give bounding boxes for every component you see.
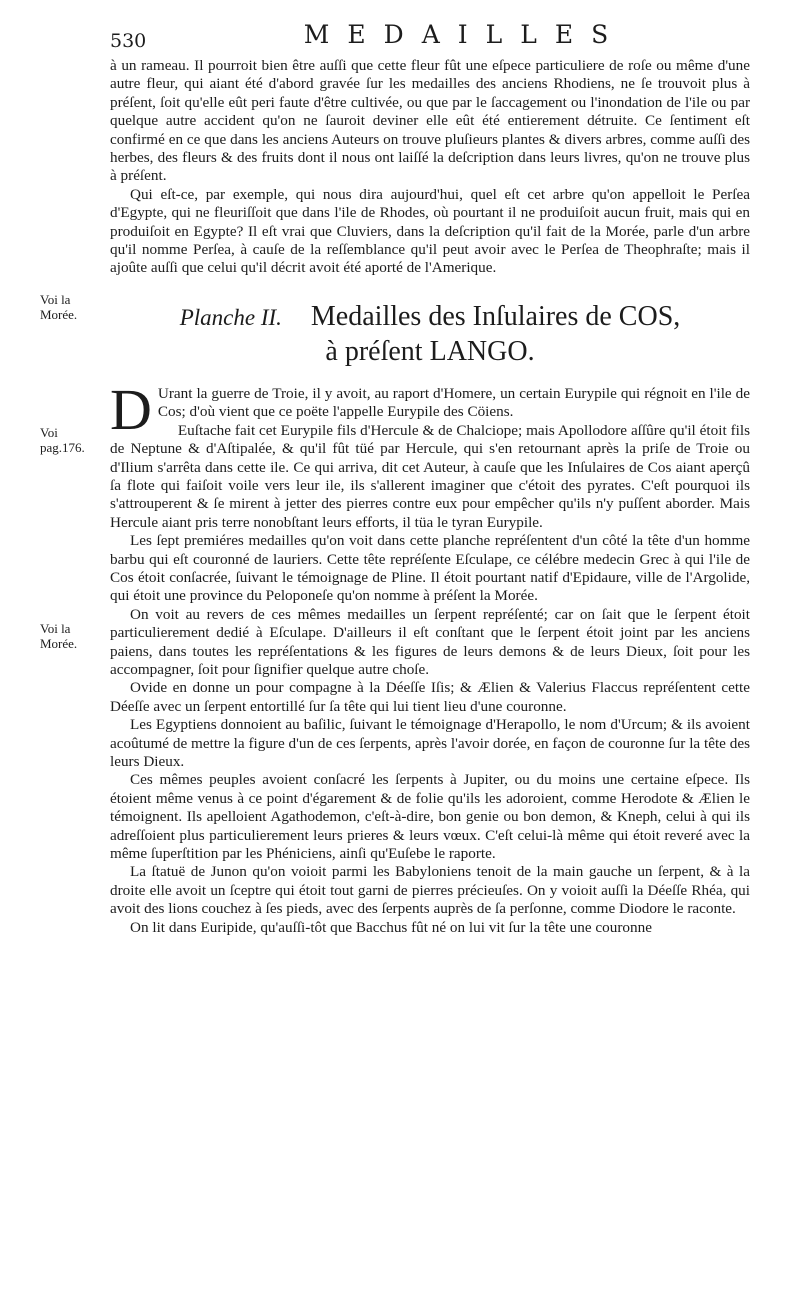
section-title-line2: à préſent LANGO. xyxy=(325,335,535,367)
section-heading xyxy=(110,300,750,369)
plate-label: Planche II. xyxy=(179,304,282,330)
paragraph: à un rameau. Il pourroit bien être auſſi que cette fleur fût une eſpece particuliere de roſe ou même d'une autre fleur, qui aiant été d'abord gravée ſur les medailles des anciens Rhodiens, ne ſe trouvoit plus à préſent, ſoit qu'elle eût peri faute d'être cultivée, ou que par le ſaccagement ou l'inondation de l'ile ou par quelque autre accident qu'on ne ſauroit deviner elle eût été entierement détruite. Ce ſentiment eſt confirmé en ce que dans les anciens Auteurs on trouve pluſieurs plantes & divers arbres, comme auſſi des herbes, des fleurs & des fruits dont il nous ont laiſſé la deſcription dans leurs livres, qu'on ne trouve plus à préſent. xyxy=(110,57,750,185)
section-title-line1: Medailles des Inſulaires de COS, xyxy=(310,300,681,332)
page-header xyxy=(110,20,750,54)
paragraph: Ovide en donne un pour compagne à la Déeſſe Iſis; & Ælien & Valerius Flaccus repréſentent cette Déeſſe avec un ſerpent entortillé ſur ſa tête qui lui tient lieu d'une couronne. xyxy=(110,679,750,715)
paragraph: La ſtatuë de Junon qu'on voioit parmi les Babyloniens tenoit de la main gauche un ſerpent, & à la droite elle avoit un ſceptre qui étoit tout garni de pierres précieuſes. On y voioit auſſi la Déeſſe Rhéa, qui avoit des lions couchez à ſes pieds, avec des ſerpents auprès de ſa perſonne, comme Diodore le raconte. xyxy=(110,863,750,918)
margin-note-1: Voi la Morée. xyxy=(40,292,78,322)
margin-note-2: Voi pag.176. xyxy=(40,425,85,455)
paragraph: Qui eſt-ce, par exemple, qui nous dira aujourd'hui, quel eſt cet arbre qu'on appelloit le Perſea d'Egypte, qui ne fleuriſſoit que dans l'ile de Rhodes, où pourtant il ne produiſoit aucun fruit, mais qui en produiſoit en Egypte? Il eſt vrai que Cluviers, dans la deſcription qu'il fait de la Morée, parle d'un arbre qu'il nomme Perſea, à cauſe de la reſſemblance qu'il peut avoir avec le Perſea de Theophraſte; mais il ajoûte auſſi que celui qu'il décrit avoit été aporté de l'Amerique. xyxy=(110,185,750,277)
first-section-paragraph: D Urant la guerre de Troie, il y avoit, au raport d'Homere, un certain Eurypile qui régnoit en l'ile de Cos; d'où vient que ce poëte l'appelle Eurypile des Cöiens. xyxy=(110,376,750,442)
paragraph: On lit dans Euripide, qu'auſſi-tôt que Bacchus fût né on lui vit ſur la tête une couronne xyxy=(130,918,652,936)
running-head: MEDAILLES xyxy=(303,20,627,49)
page-number: 530 xyxy=(110,30,147,52)
body-text xyxy=(110,57,750,937)
drop-cap: D xyxy=(110,376,152,442)
paragraph: Ces mêmes peuples avoient conſacré les ſerpents à Jupiter, ou du moins une certaine eſpece. Ils étoient même venus à ce point d'égarement & de folie qu'ils les adoroient, comme Herodote & Ælien le témoignent. Ils apelloient Agathodemon, c'eſt-à-dire, bon genie ou bon demon, & Kneph, celui à qui ils adreſſoient plus particulierement leurs prieres & leurs vœux. C'eſt celui-là même qui étoit reveré avec la même ſuperſtition par les Phéniciens, ainſi qu'Euſebe le raporte. xyxy=(110,771,750,863)
paragraph: Les ſept premiéres medailles qu'on voit dans cette planche repréſentent d'un côté la tête d'un homme barbu qui eſt couronné de lauriers. Cette tête repréſente Eſculape, ce célébre medecin Grec à qui l'ile de Cos étoit conſacrée, ſuivant le témoignage de Pline. Il étoit pourtant natif d'Epidaure, ville de l'Argolide, qui étoit une province du Peloponeſe qu'on nomme à préſent la Morée. xyxy=(110,532,750,605)
paragraph: On voit au revers de ces mêmes medailles un ſerpent repréſenté; car on ſait que le ſerpent étoit particulierement dedié à Eſculape. D'ailleurs il eſt conſtant que le ſerpent étoit joint par les anciens paiens, dans toutes les repréſentations & les figures de leurs demons & de leurs Dieux, ſoit pour les accompagner, ſoit pour ſignifier quelque autre choſe. xyxy=(110,605,750,678)
paragraph: Euſtache fait cet Eurypile fils d'Hercule & de Chalciope; mais Apollodore aſſûre qu'il étoit fils de Neptune & d'Aſtipalée, & qu'il fût tüé par Hercule, qui s'en retournant après la priſe de Troie ou d'Ilium s'arrêta dans cette ile. Ce qui arriva, dit cet Auteur, à cauſe que les Inſulaires de Cos aiant aperçû ſa flote qui faiſoit voile vers leur ile, ils s'allerent imaginer que c'étoit des pyrates. C'eſt pourquoi ils s'attrouperent & ſe mirent à jetter des pierres contre eux pour empêcher qu'ils n'y puſſent aborder. Mais Hercule aiant pris terre nonobſtant leurs efforts, il tüa le tyran Eurypile. xyxy=(110,421,750,531)
margin-note-3: Voi la Morée. xyxy=(40,621,78,651)
paragraph: Les Egyptiens donnoient au baſilic, ſuivant le témoignage d'Herapollo, le nom d'Urcum; & ils avoient acoûtumé de mettre la figure d'un de ces ſerpents, après l'avoir dorée, en façon de couronne ſur la tête des leurs Dieux. xyxy=(110,716,750,770)
